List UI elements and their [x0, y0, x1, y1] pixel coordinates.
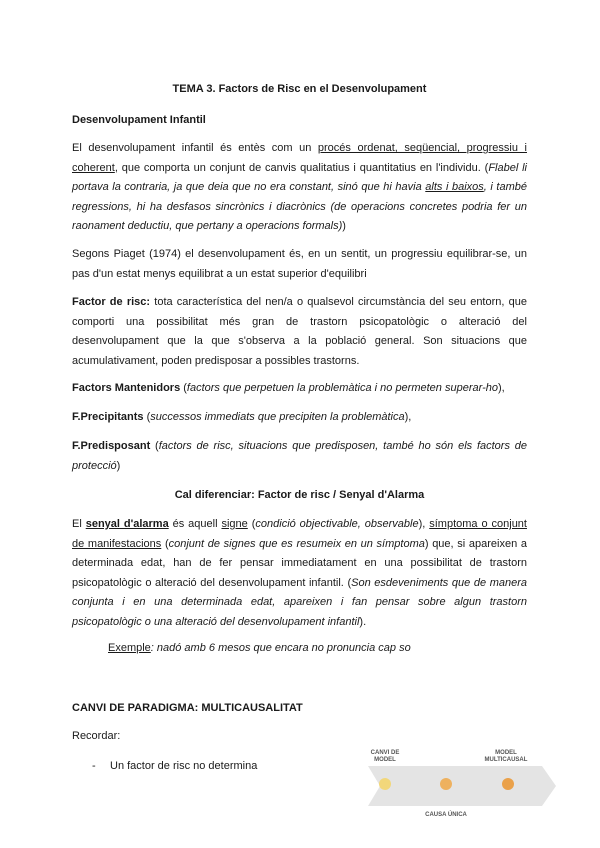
recordar-label: Recordar:	[72, 730, 121, 742]
example-line: Exemple: nadó amb 6 mesos que encara no pronuncia cap so	[108, 642, 411, 654]
term-senyal-alarma: senyal d'alarma	[85, 518, 169, 530]
timeline-dot-2	[440, 778, 452, 790]
term-factor-de-risc: Factor de risc:	[72, 296, 151, 308]
paragraph-definition: El desenvolupament infantil és entès com un procés ordenat, seqüencial, progressiu i coherent, que comporta un conjunt de canvis qualitatius i quantitatius en l'individu. (Flabel li portava la contraria, ja que deia que no era constant, sinó que hi havia alts i baixos, i també regressions, hi ha desfasos sincrònics i diacrònics (de operacions concretes podria fer un raonament deductiu, que pertany a operacions formals))	[72, 142, 527, 232]
timeline-dot-1	[379, 778, 391, 790]
example-label: Exemple	[108, 642, 151, 654]
section-heading-desenvolupament: Desenvolupament Infantil	[72, 114, 206, 126]
timeline-arrow	[368, 766, 556, 806]
paradigm-diagram	[360, 748, 560, 848]
label-canvi-de: CANVI DE	[370, 750, 400, 756]
label-model: MODEL	[374, 757, 396, 763]
section-heading-multicausalitat: CANVI DE PARADIGMA: MULTICAUSALITAT	[72, 702, 303, 714]
section-heading-diferenciar: Cal diferenciar: Factor de risc / Senyal d'Alarma	[174, 489, 425, 501]
label-model-2: MODEL	[495, 750, 517, 756]
paragraph-senyal-alarma: El senyal d'alarma és aquell signe (condició objectivable, observable), símptoma o conjunt de manifestacions (conjunt de signes que es resumeix en un símptoma) que, si apareixen a determinada edat, han de fer pensar immediatament en una possibilitat de trastorn psicopatològic o alteració del desenvolupament infantil. (Son esdeveniments que de manera conjunta i en una determinada edat, apareixen i fan pensar sobre algun trastorn psicopatològic o una alteració del desenvolupament infantil).	[72, 518, 527, 628]
bullet-item: - Un factor de risc no determina	[92, 760, 258, 772]
label-causa-unica: CAUSA ÚNICA	[425, 812, 467, 818]
document-title: TEMA 3. Factors de Risc en el Desenvolupament	[172, 83, 427, 95]
paragraph-factor-de-risc: Factor de risc: tota característica del nen/a o qualsevol circumstància del seu entorn, que comporti una possibilitat més gran de trastorn psicopatològic o alteració del desenvolupament que la que s'observa a la població general. Son situacions que acumulativament, poden predisposar a possibles trastorns.	[72, 296, 527, 367]
paragraph-f-predisposant: F.Predisposant (factors de risc, situacions que predisposen, també ho són els factors de protecció)	[72, 440, 527, 472]
paragraph-piaget: Segons Piaget (1974) el desenvolupament és, en un sentit, un progressiu equilibrar-se, un pas d'un estat menys equilibrat a un estat superior d'equilibri	[72, 248, 527, 280]
paragraph-f-precipitants: F.Precipitants (successos immediats que precipiten la problemàtica),	[72, 411, 412, 423]
paragraph-factors-mantenidors: Factors Mantenidors (factors que perpetuen la problemàtica i no permeten superar-ho),	[72, 382, 505, 394]
label-multicausal: MULTICAUSAL	[484, 757, 528, 763]
timeline-dot-3	[502, 778, 514, 790]
